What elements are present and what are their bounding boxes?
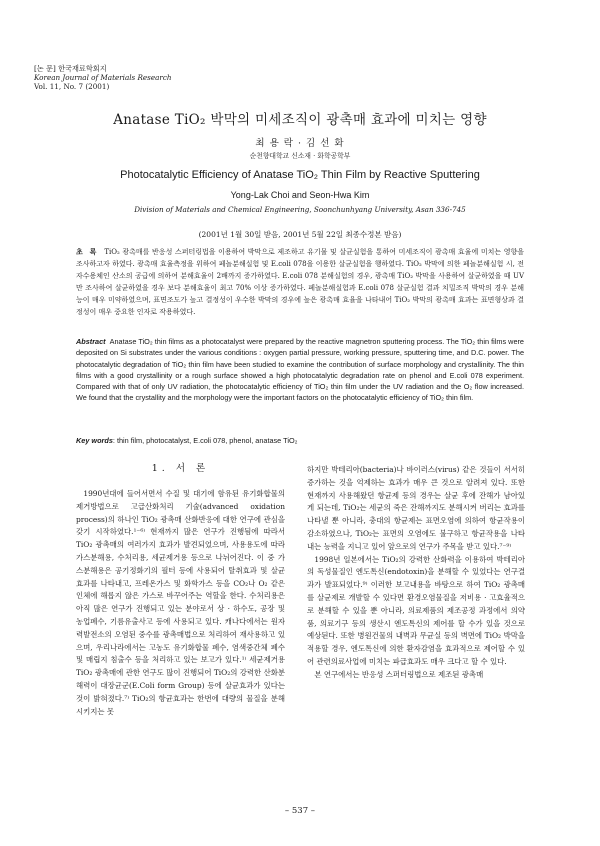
authors-english: Yong-Lak Choi and Seon-Hwa Kim xyxy=(230,190,370,200)
abstract-english xyxy=(76,336,524,404)
paragraph: 1990년대에 들어서면서 수질 및 대기에 함유된 유기화합물의 제거방법으로 고급산화처리 기술(advanced oxidation process)의 하나인 TiO₂ 광촉매 산화반응에 대한 연구에 관심을 갖기 시작하였다.¹⁻⁶⁾ 현재까지 많은 연구가 진행됨에 따라서 TiO₂ 광촉매의 여러가지 효과가 발견되었으며, 사용용도에 따라 가스분해용, 수처리용, 세균제거용 등으로 나뉘어진다. 이 중 가스분해용은 공기정화기의 필터 등에 사용되어 탈취효과 및 살균효과를 나타내고, 프레온가스 및 화학가스 등을 CO₂나 O₂ 같은 인체에 해롭지 않은 가스로 바꾸어주는 역할을 한다. 수처리용은 아직 많은 연구가 진행되고 있는 분야로서 상 · 하수도, 공장 및 농업폐수, 기름유출사고 등에 사용되고 있다. 캐나다에서는 원자력발전소의 오염된 중수를 광촉매법으로 처리하여 재사용하고 있으며, 우리나라에서는 고농도 유기화합물 폐수, 염색중간체 폐수 및 매립지 침출수 등을 처리하고 있는 보고가 있다.¹⁾ 세균제거용 TiO₂ 광촉매에 관한 연구도 많이 진행되어 TiO₂의 강력한 산화분해력이 대장균군(E.Coli form Group) 등에 살균효과가 있다는 것이 밝혀졌다.⁷⁾ TiO₂의 항균효과는 한번에 대량의 물질을 분해시키지는 못 xyxy=(76,489,285,716)
affiliation-english: Division of Materials and Chemical Engineering, Soonchunhyang University, Asan 336-745 xyxy=(134,205,466,214)
keywords-text: : thin film, photocatalyst, E.coli 078, phenol, anatase TiO₂ xyxy=(112,436,298,445)
body-column-left xyxy=(76,462,285,718)
paragraph: 1998년 일본에서는 TiO₂의 강력한 산화력을 이용하여 박테리아의 독성물질인 엔도톡신(endotoxin)을 분해할 수 있었다는 연구결과가 발표되었다.⁹⁾ 이러한 보고내용을 바탕으로 하여 TiO₂ 광촉매를 살균제로 개발할 수 있다면 환경오염물질을 저비용 · 고효율적으로 분해할 수 있을 뿐 아니라, 의료제품의 제조공정 과정에서 의약품, 의료기구 등의 생산시 엔도톡신의 제어를 할 수가 있을 것으로 예상된다. 또한 병원건물의 내벽과 무균실 등의 벽면에 TiO₂ 박막을 적용할 경우, 엔도톡신에 의한 환자감염을 효과적으로 제어할 수 있어 관련의료사업에 미치는 파급효과도 매우 크다고 할 수 있다. xyxy=(307,554,525,666)
title-korean: Anatase TiO₂ 박막의 미세조직이 광촉매 효과에 미치는 영향 xyxy=(113,112,487,128)
paragraph: 본 연구에서는 반응성 스퍼터링법으로 제조된 광촉매 xyxy=(314,669,484,679)
keywords-label: Key words xyxy=(76,436,113,445)
section-heading-introduction: 1. 서 론 xyxy=(151,463,210,474)
received-dates: (2001년 1월 30일 받음, 2001년 5월 22일 최종수정본 받음) xyxy=(198,230,402,239)
abstract-english-label: Abstract xyxy=(76,337,106,346)
abstract-korean xyxy=(76,246,524,318)
abstract-english-text: Anatase TiO₂ thin films as a photocatalyst were prepared by the reactive magnetron sputtering process. The TiO₂ thin films were deposited on Si substrates under the various conditions : oxygen partial pressure, working pressure, sputtering time, and D.C. power. The photocatalytic degradation of TiO₂ thin film have been studied to examine the contribution of surface morphology and crystallinity. The thin films with a good crystallinity or a rough surface showed a high photocatalytic degradation rate on phenol and E.coli 078 experiment. Compared with that of only UV radiation, the photocatalytic efficiency of TiO₂ thin film under the UV radiation and the O₂ flow increased. We found that the crystallity and the morphology were the important factors on the photocatalytic efficiency of TiO₂ thin film. xyxy=(76,337,524,403)
affiliation-korean: 순천향대학교 신소재 · 화학공학부 xyxy=(249,152,351,160)
authors-korean: 최 용 락 · 김 선 화 xyxy=(255,138,345,149)
body-column-right xyxy=(307,464,525,682)
keywords xyxy=(76,436,524,445)
title-english: Photocatalytic Efficiency of Anatase TiO₂ Thin Film by Reactive Sputtering xyxy=(120,169,480,181)
journal-info xyxy=(34,64,172,91)
page-number: – 537 – xyxy=(284,806,316,816)
journal-name-en: Korean Journal of Materials Research xyxy=(34,73,172,82)
abstract-korean-label: 초 록 xyxy=(76,247,99,256)
abstract-korean-text: TiO₂ 광촉매를 반응성 스퍼터링법을 이용하여 박막으로 제조하고 유기물 및 살균실험을 통하여 미세조직이 광촉매 효율에 미치는 영향을 조사하고자 하였다. 광촉매 효율측정을 위하여 페놀분해실험 및 E.coli 078을 이용한 살균실험을 행하였다. TiO₂ 박막에 의한 페놀분해실험 시, 전자수용체인 산소의 공급에 의하여 분해효율이 2배까지 증가하였다. E.coli 078 분해실험의 경우, 광촉매 TiO₂ 박막을 사용하여 살균하였을 때 UV만 조사하여 살균하였을 경우 보다 분해효율이 최고 70% 이상 증가하였다. 페놀분해실험과 E.coli 078 살균실험 결과 치밀조직 박막의 경우 분해능이 매우 미약하였으며, 표면조도가 높고 결정성이 우수한 박막의 경우에 높은 광촉매 효율을 나타내어 TiO₂ 박막의 광촉매 효과는 표면형상과 결정성이 매우 중요한 인자로 작용하였다. xyxy=(76,248,524,316)
journal-name-ko: [논 문] 한국재료학회지 xyxy=(34,64,107,73)
paragraph: 하지만 박테리아(bacteria)나 바이러스(virus) 같은 것들이 서서히 증가하는 것을 억제하는 효과가 매우 큰 것으로 알려져 있다. 또한 현재까지 사용해왔던 항균제 등의 경우는 살균 후에 잔해가 남아있게 되는데, TiO₂는 세균의 죽은 잔해까지도 분해시켜 버리는 효과를 나타낼 뿐 아니라, 충대의 항균제는 표면오염에 의하여 항균작용이 감소하였으나, TiO₂는 표면의 오염에도 불구하고 항균작용을 나타내는 능력을 지니고 있어 앞으로의 연구가 주목을 받고 있다.⁷⁻⁹⁾ xyxy=(307,465,525,551)
journal-volume: Vol. 11, No. 7 (2001) xyxy=(34,82,110,91)
